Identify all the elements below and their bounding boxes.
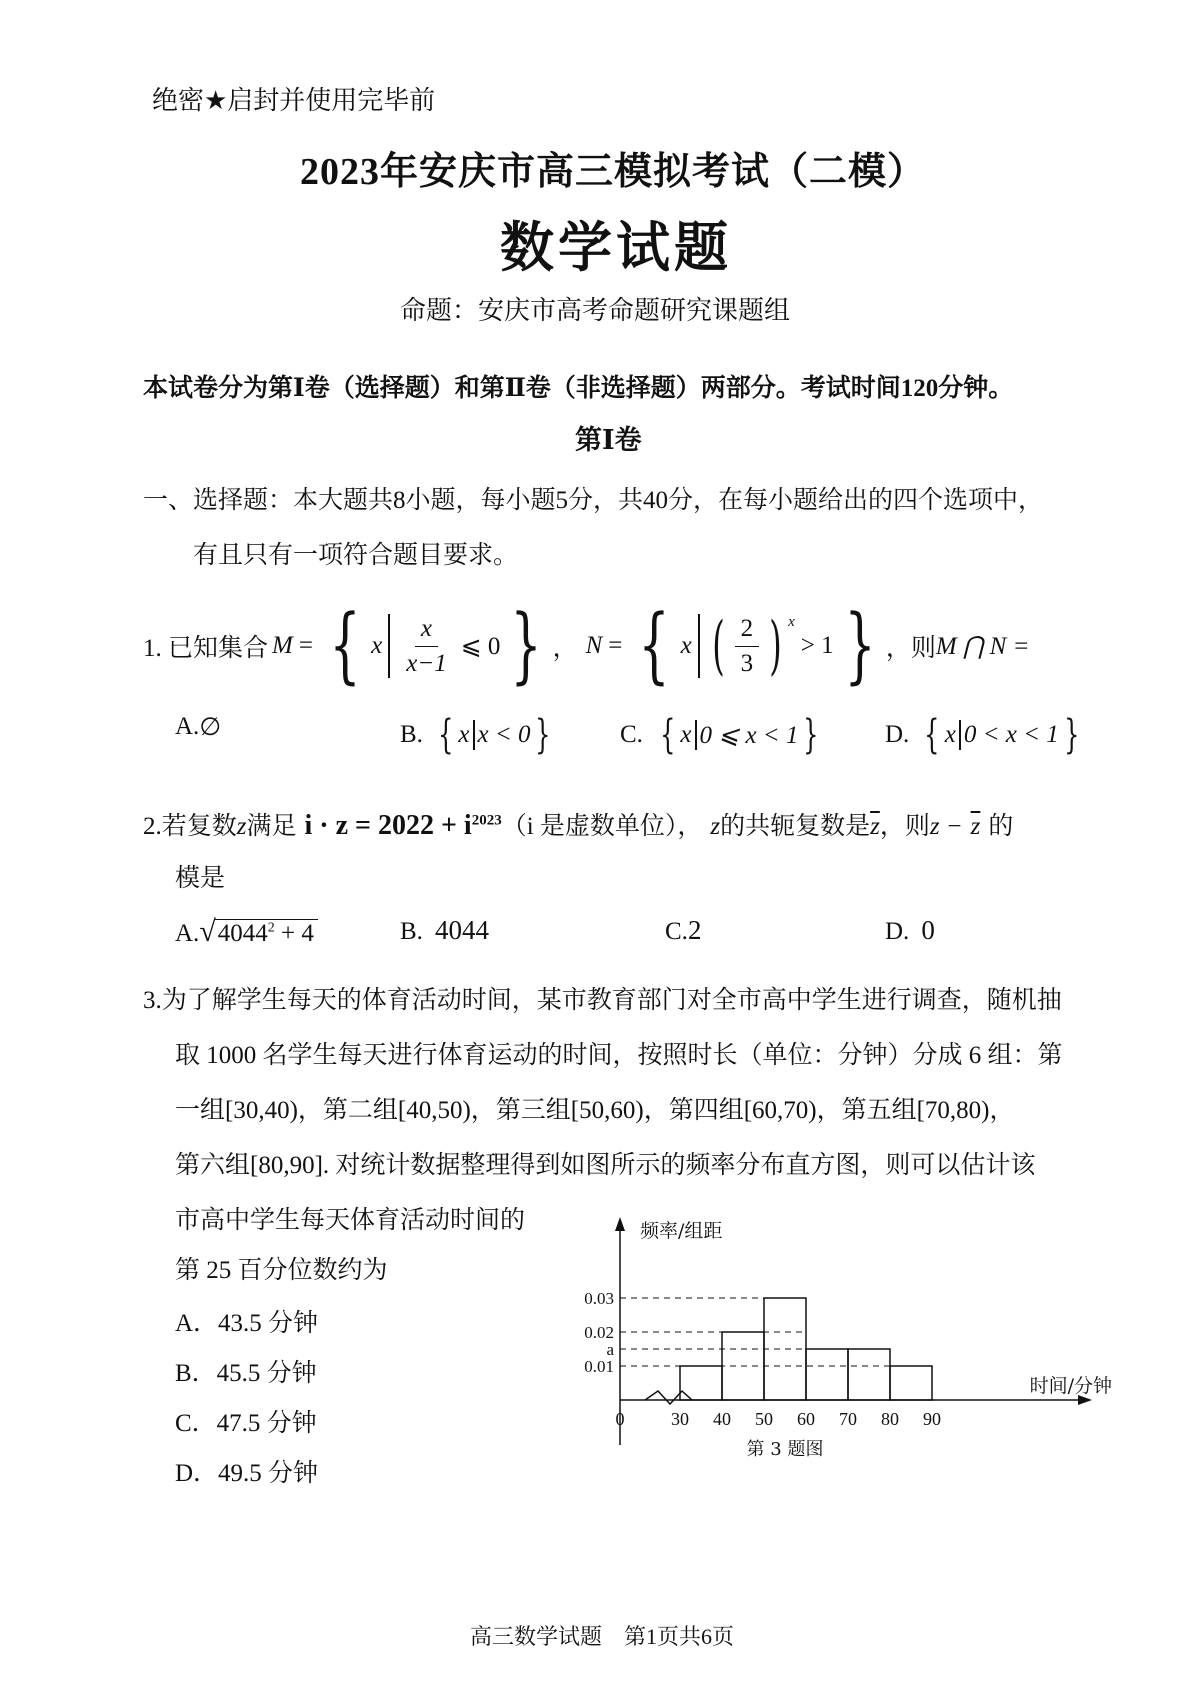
- option-condition: x < 0: [477, 721, 531, 748]
- y-tick-label: 0.02: [584, 1323, 614, 1342]
- right-brace-icon: }: [803, 712, 819, 758]
- x-tick-label: 70: [839, 1409, 857, 1429]
- q1-eq: =: [298, 632, 313, 659]
- author-line: 命题：安庆市高考命题研究课题组: [400, 296, 791, 325]
- left-paren-icon: (: [711, 609, 725, 683]
- left-brace-icon: {: [638, 598, 671, 693]
- option-value: ∅: [199, 714, 222, 741]
- y-tick-label: 0.01: [584, 1357, 614, 1376]
- q2-option-b: [400, 915, 489, 946]
- option-condition: 0 < x < 1: [963, 721, 1059, 748]
- q1-base-num: 2: [735, 614, 760, 647]
- q2-note: （i 是虚数单位），: [501, 813, 703, 840]
- histogram-bar: [848, 1349, 890, 1400]
- origin-label: 0: [615, 1409, 625, 1429]
- option-label: C.: [665, 918, 688, 945]
- set-bar-icon: [695, 720, 697, 750]
- option-label: D.: [885, 721, 910, 748]
- x-tick-label: 80: [881, 1409, 899, 1429]
- q2-var: z: [236, 813, 247, 840]
- q2-conj: $\overline{z}$: [870, 813, 880, 840]
- question-1: 1. 已知集合 M = { x $\frac{x}{x-1}$ ⩽ 0 } ， N = { x ( $\frac{2}{3}$ ) $^x$ > 1 } ，则 M ⋂ N =: [143, 598, 1030, 693]
- subject-title: 数学试题: [500, 216, 732, 279]
- right-brace-icon: }: [844, 598, 876, 693]
- q2-tail: 的: [988, 813, 1014, 840]
- q3-option-b: B．45.5 分钟: [175, 1360, 317, 1387]
- option-var: x: [680, 721, 692, 748]
- left-brace-icon: {: [660, 712, 676, 758]
- option-label: B.: [400, 721, 423, 748]
- q2-option-c: [665, 915, 701, 946]
- option-var: x: [458, 721, 470, 748]
- sqrt-exponent: 2: [267, 920, 275, 936]
- q3-line4: 第六组[80,90]. 对统计数据整理得到如图所示的频率分布直方图，则可以估计该: [175, 1152, 1036, 1179]
- right-brace-icon: }: [1063, 712, 1080, 758]
- q2-exponent: 2023: [471, 812, 502, 829]
- q1-var: x: [371, 632, 383, 659]
- q1-option-c: [620, 712, 824, 758]
- q1-option-b: [400, 712, 556, 758]
- q2-minus: z −: [929, 813, 963, 840]
- sqrt-plus: + 4: [281, 920, 314, 947]
- section-heading-cont: 有且只有一项符合题目要求。: [193, 542, 519, 569]
- q1-base-fraction: [735, 614, 760, 679]
- left-brace-icon: {: [329, 598, 361, 693]
- option-label: C.: [620, 721, 643, 748]
- q1-option-d: [885, 712, 1084, 758]
- left-brace-icon: {: [438, 712, 454, 758]
- q1-fraction: [400, 614, 452, 679]
- sqrt-icon: √: [199, 915, 216, 948]
- confidential-notice: 绝密★启封并使用完毕前: [152, 86, 436, 116]
- q1-exponent: x: [788, 614, 795, 630]
- q3-line6: 第 25 百分位数约为: [175, 1257, 388, 1284]
- option-value: 4044: [434, 915, 489, 945]
- q3-option-d: D．49.5 分钟: [175, 1460, 319, 1487]
- x-axis-label: 时间/分钟: [1029, 1375, 1112, 1397]
- axis-break-icon: [645, 1391, 692, 1404]
- option-label: A.: [175, 713, 200, 740]
- exam-title: 2023年安庆市高三模拟考试（二模）: [300, 151, 927, 193]
- histogram-bar: [806, 1349, 848, 1400]
- exam-instruction: 本试卷分为第Ⅰ卷（选择题）和第Ⅱ卷（非选择题）两部分。考试时间120分钟。: [143, 375, 1014, 402]
- q3-line2: 取 1000 名学生每天进行体育运动的时间，按照时长（单位：分钟）分成 6 组：第: [175, 1042, 1063, 1069]
- q1-set-n: N: [585, 632, 603, 659]
- x-tick-label: 40: [713, 1409, 731, 1429]
- q3-line5: 市高中学生每天体育活动时间的: [175, 1207, 526, 1234]
- q1-gt: > 1: [800, 632, 834, 659]
- right-paren-icon: ): [769, 609, 782, 683]
- q3-line3: 一组[30,40)，第二组[40,50)，第三组[50,60)，第四组[60,70)，第五组[70,80)，: [175, 1097, 1015, 1124]
- q1-leq: ⩽ 0: [460, 633, 501, 660]
- q1-base-den: 3: [740, 649, 754, 677]
- q2-conj-text: 的共轭复数是: [720, 813, 871, 840]
- x-tick-label: 90: [923, 1409, 941, 1429]
- q1-intersection: M ⋂ N =: [935, 633, 1030, 660]
- y-tick-label: 0.03: [584, 1289, 614, 1308]
- q1-prefix: 1. 已知集合: [143, 635, 269, 662]
- set-bar-icon: [473, 720, 475, 750]
- q3-option-a: A．43.5 分钟: [175, 1310, 319, 1337]
- q1-set-m: M: [272, 632, 293, 659]
- frequency-histogram: [560, 1215, 1120, 1495]
- question-2: [143, 806, 1013, 842]
- q2-satisfies: 满足: [246, 813, 297, 840]
- q1-frac-den: x−1: [406, 649, 447, 677]
- set-bar-icon: [959, 720, 961, 750]
- y-axis-label: 频率/组距: [640, 1220, 723, 1242]
- part-title: 第Ⅰ卷: [575, 425, 642, 455]
- sqrt-base: 4044: [217, 920, 268, 947]
- histogram-bar: [890, 1366, 932, 1400]
- option-label: B.: [400, 918, 423, 945]
- q1-option-a: [175, 712, 221, 742]
- q2-var: z: [710, 813, 721, 840]
- page-footer: 高三数学试题 第1页共6页: [470, 1624, 735, 1649]
- question-3: 3.为了解学生每天的体育活动时间，某市教育部门对全市高中学生进行调查，随机抽: [143, 987, 1062, 1014]
- q2-option-d: [885, 915, 935, 946]
- q2-prefix: 2.若复数: [143, 813, 237, 840]
- q1-frac-num: x: [415, 614, 438, 647]
- right-brace-icon: }: [535, 712, 551, 758]
- option-var: x: [944, 721, 956, 748]
- x-tick-label: 60: [797, 1409, 815, 1429]
- q1-var-n: x: [680, 632, 692, 659]
- right-brace-icon: }: [510, 598, 543, 693]
- q2-then: ，则: [879, 813, 930, 840]
- x-tick-label: 50: [755, 1409, 773, 1429]
- option-label: A.: [175, 920, 200, 947]
- q2-option-a: [175, 915, 318, 949]
- left-brace-icon: {: [924, 712, 940, 758]
- chart-caption: 第 3 题图: [746, 1439, 824, 1460]
- option-value: 0: [921, 915, 935, 945]
- y-axis-arrow-icon: [615, 1217, 625, 1231]
- option-value: 2: [687, 915, 702, 945]
- y-tick-label: a: [606, 1340, 614, 1359]
- q2-line2: 模是: [175, 865, 226, 892]
- q1-then: ，则: [885, 635, 936, 662]
- section-heading: 一、选择题：本大题共8小题，每小题5分，共40分，在每小题给出的四个选项中，: [143, 487, 1044, 514]
- q3-option-c: C．47.5 分钟: [175, 1410, 317, 1437]
- option-label: D.: [885, 918, 910, 945]
- q2-equation: i · z = 2022 + i: [304, 810, 472, 841]
- set-bar-icon: [388, 614, 390, 678]
- set-bar-icon: [698, 614, 700, 678]
- x-tick-label: 30: [671, 1409, 689, 1429]
- option-value: [214, 919, 318, 948]
- option-condition: 0 ⩽ x < 1: [699, 722, 799, 749]
- q2-conj: $\overline{z}$: [970, 813, 981, 840]
- q1-comma: ，: [552, 635, 578, 662]
